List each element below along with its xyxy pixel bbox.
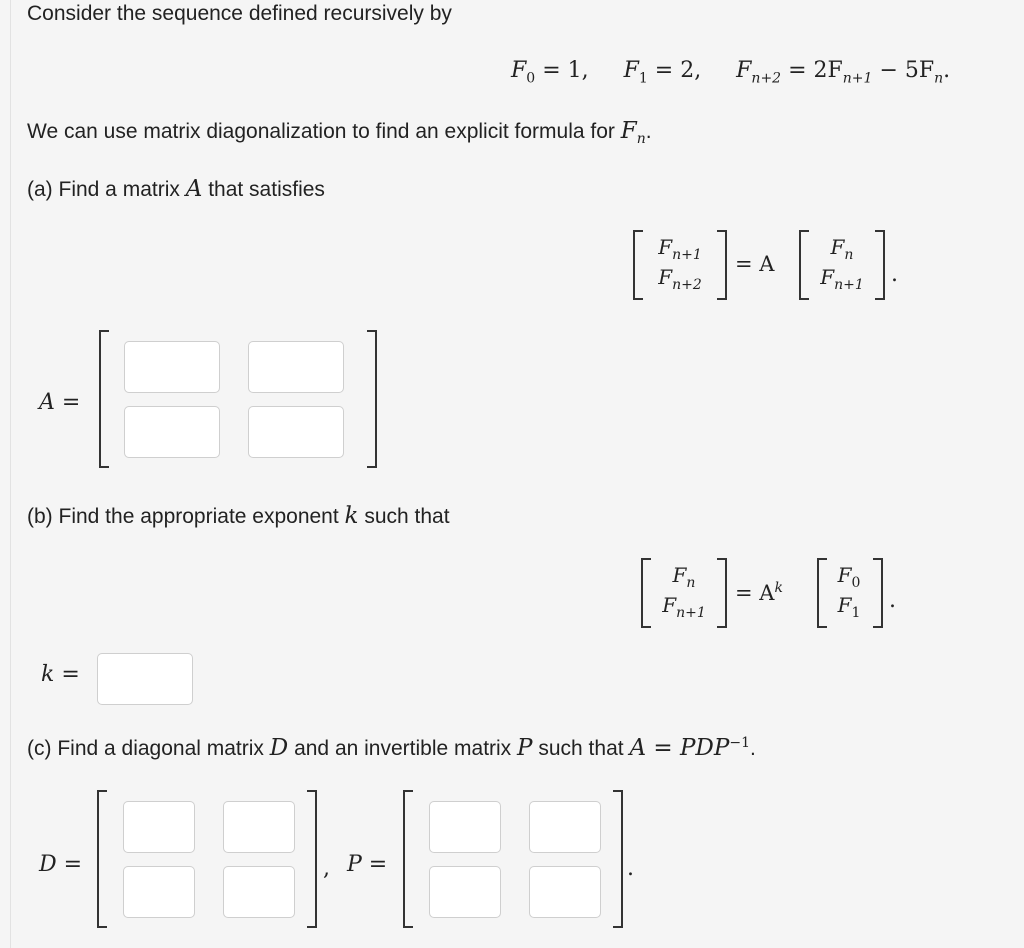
part-a-text2: that satisfies [208, 178, 325, 201]
part-a-lhs-bot: F [658, 265, 673, 289]
part-a-rhs-top-sub: n [844, 247, 854, 263]
part-a-var: A [185, 176, 203, 202]
part-a-lhs-bot-sub: n+2 [672, 277, 702, 293]
part-a-text: (a) Find a matrix [27, 178, 180, 201]
matrix-a-input-11[interactable] [124, 341, 220, 393]
part-a-rhs-bracket-right [875, 230, 885, 300]
intro-text: Consider the sequence defined recursively by [27, 2, 452, 25]
part-c-prompt [27, 735, 756, 761]
part-b-var: k [344, 503, 359, 529]
f1-value: = 2, [654, 58, 702, 83]
part-b-prompt [27, 503, 450, 529]
diag-text: We can use matrix diagonalization to find an explicit formula for [27, 120, 615, 143]
part-c-text2: and an invertible matrix [294, 737, 512, 760]
k-input[interactable] [97, 653, 193, 705]
matrix-p-input-11[interactable] [429, 801, 501, 853]
part-b-lhs-vector [649, 560, 719, 620]
part-a-rhs-bot: F [820, 265, 835, 289]
f0-sub: 0 [526, 70, 536, 87]
part-b-lhs-bracket-right [717, 558, 727, 628]
part-b-lhs-top-sub: n [686, 575, 696, 591]
part-c-trailing-period: . [627, 856, 634, 881]
part-b-eq-sup: k [774, 580, 783, 596]
matrix-a-input-21[interactable] [124, 406, 220, 458]
part-a-lhs-top-sub: n+1 [672, 247, 702, 263]
d-label-text: D = [39, 852, 83, 877]
part-b-lhs-bot-sub: n+1 [676, 605, 706, 621]
part-a-end: . [891, 262, 898, 287]
part-a-rhs-vector [807, 232, 877, 292]
matrix-p-input-12[interactable] [529, 801, 601, 853]
fn-eq: = 2F [788, 58, 843, 83]
part-b-rhs-bot-sub: 1 [851, 605, 861, 621]
part-b-lhs-bot: F [662, 593, 677, 617]
matrix-separator: , [323, 856, 330, 881]
part-a-rhs-top: F [830, 235, 845, 259]
part-b-text2: such that [364, 505, 450, 528]
diag-end: . [645, 120, 652, 143]
diagonalization-text [27, 118, 652, 147]
matrix-p-bracket-left [403, 790, 413, 928]
matrix-a-bracket-left [99, 330, 109, 468]
part-c-var1: D [269, 735, 289, 761]
fn-minus: − 5F [879, 58, 935, 83]
part-b-text: (b) Find the appropriate exponent [27, 505, 339, 528]
d-label [39, 852, 82, 877]
part-b-answer-label-text: k = [41, 662, 80, 687]
part-b-rhs-top: F [837, 563, 852, 587]
matrix-a-bracket-right [367, 330, 377, 468]
part-b-rhs-vector [823, 560, 875, 620]
p-label-text: P = [347, 852, 388, 877]
fn-sub3: n [934, 70, 944, 87]
fn-symbol: F [736, 58, 752, 83]
question-panel [10, 0, 1024, 948]
part-b-answer-label [41, 662, 80, 687]
diag-sub: n [636, 131, 646, 148]
part-b-rhs-top-sub: 0 [851, 575, 861, 591]
part-a-lhs-vector [641, 232, 719, 292]
part-a-answer-label-text: A = [39, 390, 81, 415]
fn-sub: n+2 [751, 70, 782, 87]
matrix-d-input-11[interactable] [123, 801, 195, 853]
part-a-answer-label [39, 390, 80, 415]
matrix-d-bracket-left [97, 790, 107, 928]
part-c-text3: such that [538, 737, 624, 760]
part-a-rhs-bot-sub: n+1 [834, 277, 864, 293]
part-b-end: . [889, 588, 896, 613]
part-c-formula: A = PDP [629, 735, 730, 761]
matrix-p-input-22[interactable] [529, 866, 601, 918]
f0-value: = 1, [542, 58, 589, 83]
part-a-eq [735, 252, 774, 276]
part-b-rhs-bracket-right [873, 558, 883, 628]
matrix-p-bracket-right [613, 790, 623, 928]
f0-symbol: F [511, 58, 527, 83]
p-label [347, 852, 387, 877]
part-b-lhs-top: F [672, 563, 687, 587]
fn-sub2: n+1 [842, 70, 873, 87]
part-a-prompt [27, 176, 325, 202]
part-c-var2: P [517, 735, 533, 761]
matrix-a-input-22[interactable] [248, 406, 344, 458]
matrix-p-input-21[interactable] [429, 866, 501, 918]
part-c-end: . [749, 737, 756, 760]
part-b-rhs-bot: F [837, 593, 852, 617]
matrix-a-input-12[interactable] [248, 341, 344, 393]
part-b-eq [735, 580, 783, 605]
f1-sub: 1 [638, 70, 648, 87]
part-a-eq-text: = A [735, 252, 775, 276]
part-c-formula-sup: −1 [729, 735, 750, 751]
part-b-eq-text: = A [735, 581, 775, 605]
matrix-d-input-12[interactable] [223, 801, 295, 853]
f1-symbol: F [623, 58, 639, 83]
matrix-d-input-21[interactable] [123, 866, 195, 918]
part-a-lhs-top: F [658, 235, 673, 259]
fn-end: . [943, 58, 951, 83]
matrix-d-bracket-right [307, 790, 317, 928]
diag-var: F [620, 118, 637, 144]
recurrence-formula [511, 58, 950, 86]
part-a-lhs-bracket-right [717, 230, 727, 300]
part-c-text: (c) Find a diagonal matrix [27, 737, 264, 760]
matrix-d-input-22[interactable] [223, 866, 295, 918]
